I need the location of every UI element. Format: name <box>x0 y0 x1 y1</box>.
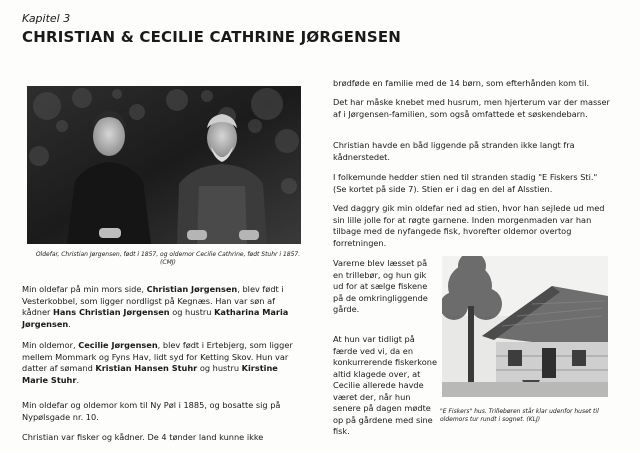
chapter-label: Kapitel 3 <box>22 12 71 25</box>
paragraph-daggry: Ved daggry gik min oldefar ned ad stien, hvor han sejlede ud med sin lille jolle for at røgte garnene. Inden morgenmaden var han tilbage med de nyfangede fisk, hvorefter oldemor overtog forretningen. <box>333 203 605 248</box>
paragraph-christian: Min oldefar på min mors side, Christian Jørgensen, blev født i Vesterkobbel, som ligger nordligst på Kegnæs. Han var søn af kådner Hans Christian Jørgensen og hustru Katharina Maria Jørgensen. <box>22 284 289 329</box>
portrait-photo <box>27 86 301 244</box>
paragraph-husrum: Det har måske knebet med husrum, men hjerterum var der masser af i Jørgensen-familien, som også omfattede et søskendebarn. <box>333 97 610 119</box>
house-caption: "E Fiskers" hus. Trillebøren står klar udenfor huset til oldemors tur rundt i sognet. (KLJ) <box>440 408 599 423</box>
paragraph-fiskers-sti: I folkemunde hedder stien ned til stranden stadig "E Fiskers Sti." (Se kortet på side 7). Stien er i dag en del af Alsstien. <box>333 172 598 194</box>
paragraph-konkurrent: At hun var tidligt på færde ved vi, da en konkurrerende fiskerkone altid klagede over, at Cecilie allerede havde været der, når hun senere på dagen mødte op på gårdene med sine fisk. <box>333 334 437 436</box>
paragraph-14-born: brødføde en familie med de 14 børn, som efterhånden kom til. <box>333 78 590 88</box>
paragraph-ny-pol: Min oldefar og oldemor kom til Ny Pøl i 1885, og bosatte sig på Nypølsgade nr. 10. <box>22 400 281 422</box>
portrait-caption: Oldefar, Christian Jørgensen, født i 1857, og oldemor Cecilie Cathrine, født Stuhr i 1857. (CMJ) <box>35 251 301 266</box>
house-photo <box>442 256 608 397</box>
paragraph-trillebor: Varerne blev læsset på en trillebør, og hun gik ud for at sælge fiskene på de omkringliggende gårde. <box>333 258 428 314</box>
portrait-photo-graphic <box>27 86 301 244</box>
chapter-title: CHRISTIAN & CECILIE CATHRINE JØRGENSEN <box>22 28 402 46</box>
paragraph-baad: Christian havde en båd liggende på stranden ikke langt fra kådnerstedet. <box>333 140 575 162</box>
paragraph-cecilie: Min oldemor, Cecilie Jørgensen, blev født i Ertebjerg, som ligger mellem Mommark og Fyns Hav, lidt syd for Ketting Skov. Hun var datter af sømand Kristian Hansen Stuhr og hustru Kirstine Marie Stuhr. <box>22 340 293 385</box>
house-photo-graphic <box>442 256 608 397</box>
paragraph-fisker: Christian var fisker og kådner. De 4 tønder land kunne ikke <box>22 432 264 442</box>
